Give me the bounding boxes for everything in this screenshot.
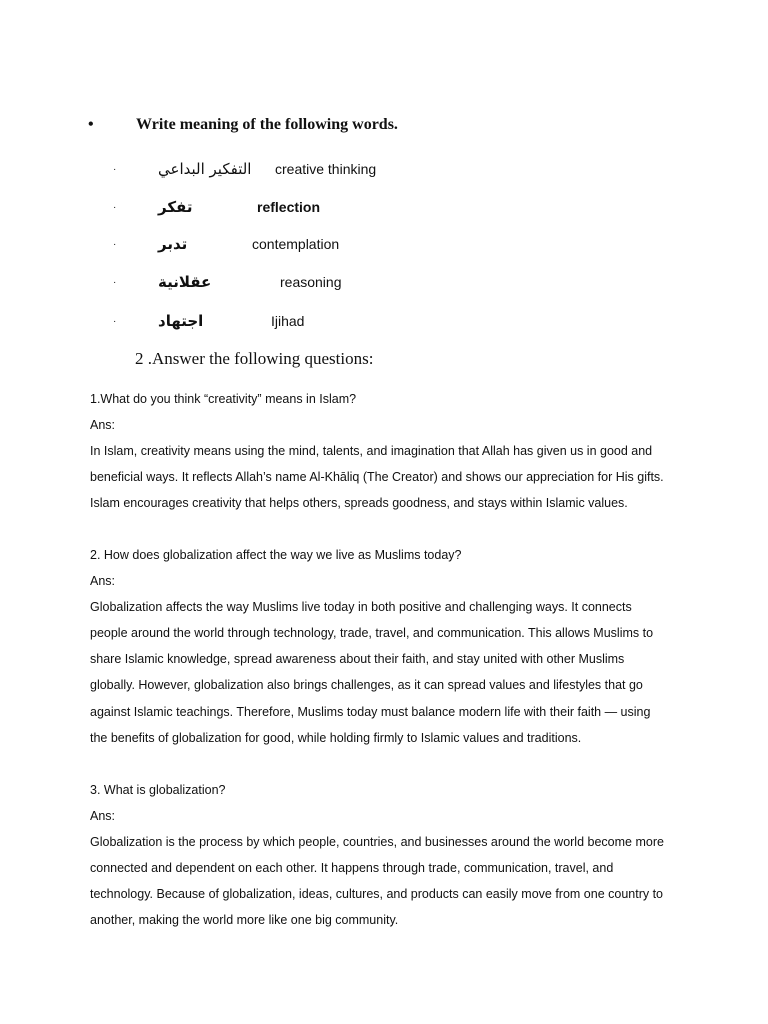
vocab-english-meaning: creative thinking: [275, 161, 377, 177]
question-block-2: [90, 542, 690, 751]
vocab-bullet: ·: [113, 277, 117, 288]
question-text: 1.What do you think “creativity” means in Islam?: [90, 392, 357, 406]
answer-line: In Islam, creativity means using the mind, talents, and imagination that Allah has given us in good and: [90, 444, 653, 459]
section-2-heading: 2 .Answer the following questions:: [135, 349, 374, 368]
answer-line: the benefits of globalization for good, while holding firmly to Islamic values and traditions.: [90, 730, 582, 745]
vocab-bullet: ·: [113, 316, 117, 327]
vocab-english-meaning: contemplation: [252, 236, 340, 252]
vocab-arabic-word: تفكر: [158, 198, 193, 216]
answer-line: Islam encourages creativity that helps others, spreads goodness, and stays within Islamic values.: [90, 496, 628, 511]
vocab-bullet: ·: [113, 202, 117, 213]
vocab-bullet: ·: [113, 239, 117, 250]
answer-line: globally. However, globalization also brings challenges, as it can spread values and lifestyles that go: [90, 678, 643, 693]
vocab-bullet: ·: [113, 164, 117, 175]
answer-line: people around the world through technology, trade, travel, and communication. This allows Muslims to: [90, 626, 654, 641]
question-block-1: [90, 386, 690, 516]
section-1-heading-text: Write meaning of the following words.: [136, 116, 398, 133]
vocab-item: [0, 271, 768, 295]
answer-label: Ans:: [90, 574, 116, 589]
answer-line: against Islamic teachings. Therefore, Muslims today must balance modern life with their faith — using: [90, 704, 651, 719]
answer-line: another, making the world more like one big community.: [90, 913, 399, 928]
vocab-english-meaning: Ijihad: [271, 313, 305, 329]
vocab-item: [0, 196, 768, 220]
vocab-english-meaning: reflection: [257, 199, 321, 215]
answer-label: Ans:: [90, 809, 116, 824]
vocab-item: [0, 233, 768, 257]
vocab-arabic-word: التفكير البداعي: [158, 160, 252, 178]
answer-line: Globalization is the process by which people, countries, and businesses around the world become more: [90, 835, 664, 850]
vocab-arabic-word: عقلانية: [158, 273, 212, 291]
answer-line: share Islamic knowledge, spread awareness about their faith, and stay united with other Muslims: [90, 652, 625, 667]
vocab-item: [0, 158, 768, 182]
vocab-english-meaning: reasoning: [280, 274, 342, 290]
answer-line: beneficial ways. It reflects Allah’s name Al-Khāliq (The Creator) and shows our appreciation for His gifts.: [90, 470, 664, 485]
answer-line: connected and dependent on each other. It happens through trade, communication, travel, and: [90, 861, 614, 876]
heading-bullet: •: [88, 116, 94, 133]
question-text: 3. What is globalization?: [90, 783, 226, 797]
vocab-arabic-word: تدبر: [158, 235, 188, 253]
question-text: 2. How does globalization affect the way we live as Muslims today?: [90, 548, 462, 562]
vocab-arabic-word: اجتهاد: [158, 312, 204, 330]
question-block-3: [90, 777, 690, 934]
answer-line: technology. Because of globalization, ideas, cultures, and products can easily move from one country to: [90, 887, 664, 902]
answer-label: Ans:: [90, 418, 116, 433]
vocab-item: [0, 310, 768, 334]
answer-line: Globalization affects the way Muslims live today in both positive and challenging ways. It connects: [90, 600, 632, 615]
